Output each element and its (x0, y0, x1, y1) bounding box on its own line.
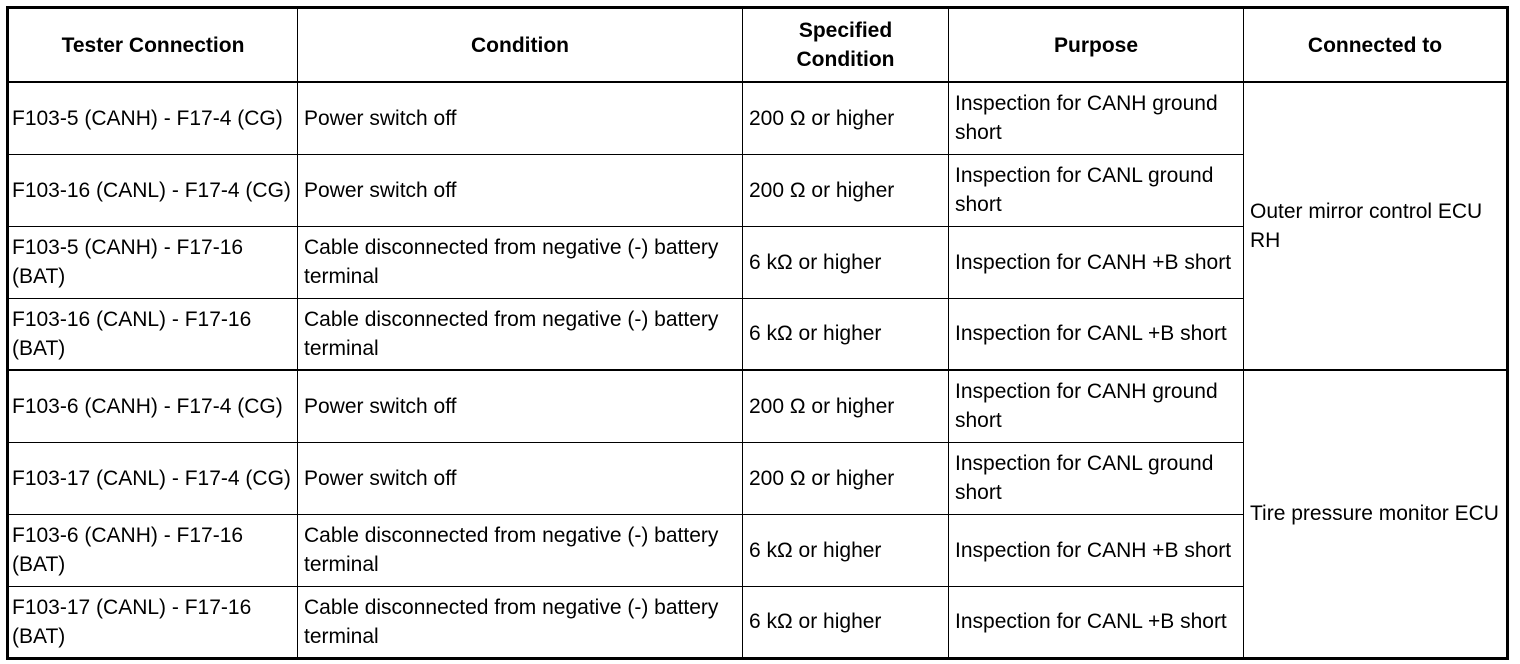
tester-connection-cell: F103-16 (CANL) - F17-4 (CG) (8, 154, 298, 226)
specified-condition-cell: 200 Ω or higher (743, 370, 949, 442)
purpose-cell: Inspection for CANH ground short (949, 82, 1244, 154)
tester-connection-cell: F103-5 (CANH) - F17-4 (CG) (8, 82, 298, 154)
table-row (8, 370, 1508, 442)
specified-condition-cell: 6 kΩ or higher (743, 586, 949, 658)
purpose-cell: Inspection for CANL ground short (949, 442, 1244, 514)
specified-condition-cell: 6 kΩ or higher (743, 298, 949, 370)
tester-connection-cell: F103-6 (CANH) - F17-16 (BAT) (8, 514, 298, 586)
header-condition: Condition (298, 8, 743, 83)
specified-condition-cell: 200 Ω or higher (743, 154, 949, 226)
table-row (8, 82, 1508, 154)
header-connected-to: Connected to (1244, 8, 1508, 83)
connected-to-cell: Outer mirror control ECU RH (1244, 82, 1508, 370)
condition-cell: Cable disconnected from negative (-) battery terminal (298, 298, 743, 370)
header-purpose: Purpose (949, 8, 1244, 83)
table-body (8, 82, 1508, 658)
purpose-cell: Inspection for CANL +B short (949, 586, 1244, 658)
purpose-cell: Inspection for CANH +B short (949, 226, 1244, 298)
condition-cell: Power switch off (298, 154, 743, 226)
condition-cell: Cable disconnected from negative (-) battery terminal (298, 226, 743, 298)
specified-condition-cell: 200 Ω or higher (743, 442, 949, 514)
header-specified-condition: Specified Condition (743, 8, 949, 83)
specified-condition-cell: 6 kΩ or higher (743, 514, 949, 586)
condition-cell: Power switch off (298, 82, 743, 154)
purpose-cell: Inspection for CANL ground short (949, 154, 1244, 226)
purpose-cell: Inspection for CANL +B short (949, 298, 1244, 370)
condition-cell: Cable disconnected from negative (-) battery terminal (298, 586, 743, 658)
condition-cell: Cable disconnected from negative (-) battery terminal (298, 514, 743, 586)
tester-connection-cell: F103-17 (CANL) - F17-4 (CG) (8, 442, 298, 514)
inspection-table (6, 6, 1509, 660)
table-header (8, 8, 1508, 83)
tester-connection-cell: F103-17 (CANL) - F17-16 (BAT) (8, 586, 298, 658)
specified-condition-cell: 6 kΩ or higher (743, 226, 949, 298)
condition-cell: Power switch off (298, 442, 743, 514)
tester-connection-cell: F103-5 (CANH) - F17-16 (BAT) (8, 226, 298, 298)
header-row (8, 8, 1508, 83)
condition-cell: Power switch off (298, 370, 743, 442)
specified-condition-cell: 200 Ω or higher (743, 82, 949, 154)
purpose-cell: Inspection for CANH ground short (949, 370, 1244, 442)
header-tester-connection: Tester Connection (8, 8, 298, 83)
purpose-cell: Inspection for CANH +B short (949, 514, 1244, 586)
tester-connection-cell: F103-16 (CANL) - F17-16 (BAT) (8, 298, 298, 370)
tester-connection-cell: F103-6 (CANH) - F17-4 (CG) (8, 370, 298, 442)
connected-to-cell: Tire pressure monitor ECU (1244, 370, 1508, 658)
